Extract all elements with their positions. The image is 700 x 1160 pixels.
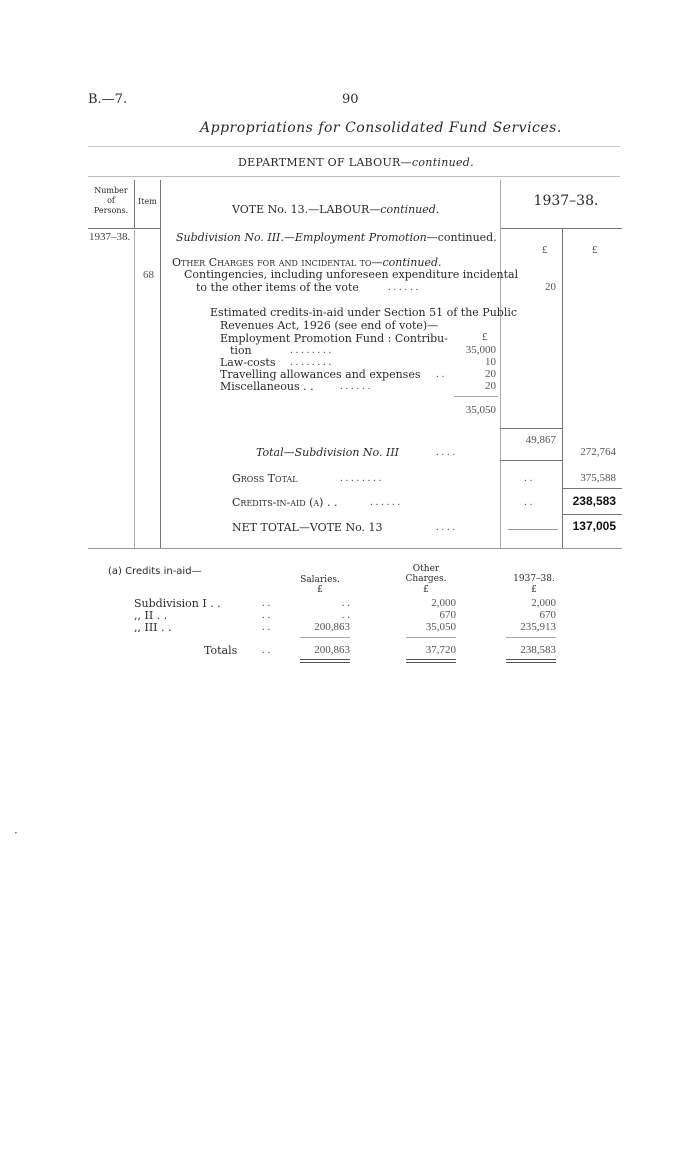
footnote-sum-rule-salaries xyxy=(300,637,350,638)
footnote-heading: (a) Credits in-aid— xyxy=(108,566,202,577)
vote-title-continued: continued. xyxy=(380,203,440,216)
year-header: 1937–38. xyxy=(533,193,599,209)
total-sub-col1: 49,867 xyxy=(525,434,556,446)
footnote-col-other-line1: Other xyxy=(412,564,440,574)
footnote-row-2-year: 670 xyxy=(539,609,556,621)
number-header-line3: Persons. xyxy=(93,206,129,215)
footnote-row-2-salaries: . . xyxy=(341,609,350,621)
other-charges-continued: continued. xyxy=(382,256,442,269)
credits-line1: Estimated credits-in-aid under Section 51 of the Public xyxy=(210,306,518,319)
credit-employment-line2: tion xyxy=(230,344,252,357)
footnote-row-3-salaries: 200,863 xyxy=(314,621,350,633)
credit-miscellaneous-label: Miscellaneous . . xyxy=(220,380,314,393)
footnote-row-1-label: Subdivision I . . xyxy=(134,597,221,610)
gross-total-value: 375,588 xyxy=(580,472,616,484)
pound-sign-col1: £ xyxy=(542,244,548,256)
credits-in-aid-value: 238,583 xyxy=(572,494,616,508)
page-title: Appropriations for Consolidated Fund Services. xyxy=(200,120,562,136)
department-continued: continued. xyxy=(411,156,474,169)
gross-total-col1: . . xyxy=(524,472,533,484)
department-heading xyxy=(238,156,474,169)
credit-travelling-value: 20 xyxy=(485,368,496,380)
footnote-row-3-year: 235,913 xyxy=(520,621,556,633)
col-rule-persons xyxy=(134,230,135,548)
gross-total-rule xyxy=(562,488,622,489)
vote-title-text: VOTE No. 13.—LABOUR— xyxy=(232,203,381,216)
total-subdivision-label: Total—Subdivision No. III xyxy=(256,446,400,459)
credit-law-costs-value: 10 xyxy=(485,356,496,368)
footnote-col-other xyxy=(396,564,456,584)
department-rule xyxy=(88,176,620,177)
footnote-col-other-line2: Charges. xyxy=(405,574,447,584)
header-rule-left xyxy=(88,228,160,229)
gross-total-label: Gross Total xyxy=(232,472,298,485)
subdivision-continued: continued. xyxy=(437,231,497,244)
footnote-row-3-other: 35,050 xyxy=(425,621,456,633)
department-name: DEPARTMENT OF LABOUR— xyxy=(238,156,412,169)
col-rule-description xyxy=(500,180,501,548)
header-rule-right xyxy=(500,228,622,229)
credit-law-costs-dots: . . . . . . . . xyxy=(290,356,332,368)
gross-total-dots: . . . . . . . . xyxy=(340,472,382,484)
pound-sign-col2: £ xyxy=(592,244,598,256)
item-number: 68 xyxy=(143,269,154,281)
footnote-row-1-salaries: . . xyxy=(341,597,350,609)
credits-total: 35,050 xyxy=(465,404,496,416)
footnote-row-1-other: 2,000 xyxy=(431,597,456,609)
footnote-col-salaries: Salaries. xyxy=(300,575,340,585)
footnote-double-rule-year xyxy=(506,659,556,663)
credits-sum-rule xyxy=(454,396,498,397)
credit-travelling-label: Travelling allowances and expenses xyxy=(220,368,421,381)
col-rule-persons-head xyxy=(134,180,135,228)
credits-in-aid-dots: . . . . . . xyxy=(370,496,401,508)
footnote-row-3-dots: . . xyxy=(262,621,271,633)
credit-miscellaneous-dots: . . . . . . xyxy=(340,380,371,392)
document-reference: B.—7. xyxy=(88,92,128,107)
net-total-label: NET TOTAL—VOTE No. 13 xyxy=(232,521,383,534)
footnote-sum-rule-year xyxy=(506,637,556,638)
footnote-sum-rule-other xyxy=(406,637,456,638)
number-header-line1: Number xyxy=(94,186,128,195)
other-charges-text: Other Charges for and incidental to— xyxy=(172,256,383,269)
subdivision-title-text: Subdivision No. III.—Employment Promotion— xyxy=(176,231,438,244)
credits-in-aid-rule xyxy=(562,514,622,515)
footnote-row-2-dots: . . xyxy=(262,609,271,621)
credit-employment-line1: Employment Promotion Fund : Contribu- xyxy=(220,332,448,345)
contingencies-line1: Contingencies, including unforeseen expenditure incidental xyxy=(184,268,519,281)
net-total-dash xyxy=(508,529,558,530)
contingencies-value: 20 xyxy=(545,281,556,293)
credits-in-aid-col1: . . xyxy=(524,496,533,508)
credit-miscellaneous-value: 20 xyxy=(485,380,496,392)
credits-in-aid-label: Credits-in-aid (a) . . xyxy=(232,496,338,509)
credits-line2: Revenues Act, 1926 (see end of vote)— xyxy=(220,319,439,332)
contingencies-line2: to the other items of the vote xyxy=(196,281,359,294)
footnote-double-rule-salaries xyxy=(300,659,350,663)
item-header: Item xyxy=(138,197,157,206)
footnote-pound-year: £ xyxy=(531,585,537,595)
footnote-row-1-dots: . . xyxy=(262,597,271,609)
footnote-pound-other: £ xyxy=(423,585,429,595)
net-total-dots: . . . . xyxy=(436,521,456,533)
vote-title xyxy=(232,203,439,216)
total-subdivision-value: 272,764 xyxy=(580,446,616,458)
title-rule xyxy=(88,146,620,147)
subdivision-title xyxy=(176,231,497,244)
footnote-row-1-year: 2,000 xyxy=(531,597,556,609)
margin-mark: · xyxy=(14,826,18,840)
persons-year: 1937–38. xyxy=(89,231,131,243)
footnote-row-2-label: ,, II . . xyxy=(134,609,168,622)
credits-pound-sign: £ xyxy=(482,331,488,343)
footnote-double-rule-other xyxy=(406,659,456,663)
number-header-line2: of xyxy=(107,196,115,205)
credit-employment-dots: . . . . . . . . xyxy=(290,344,332,356)
table-bottom-rule xyxy=(88,548,622,549)
footnote-col-year: 1937–38. xyxy=(513,574,555,584)
total-subdivision-dots: . . . . xyxy=(436,446,456,458)
contingencies-dots: . . . . . . xyxy=(388,281,419,293)
subtotal-rule-col1 xyxy=(500,428,562,429)
footnote-totals-dots: . . xyxy=(262,644,271,656)
col-rule-item xyxy=(160,180,161,548)
footnote-totals-other: 37,720 xyxy=(425,644,456,656)
footnote-totals-label: Totals xyxy=(204,644,238,657)
page-number: 90 xyxy=(342,92,359,107)
credit-employment-value: 35,000 xyxy=(465,344,496,356)
footnote-pound-salaries: £ xyxy=(317,585,323,595)
credit-travelling-dots: . . xyxy=(436,368,445,380)
credit-law-costs-label: Law-costs xyxy=(220,356,276,369)
subtotal-rule-col1-lower xyxy=(500,460,562,461)
footnote-totals-salaries: 200,863 xyxy=(314,644,350,656)
footnote-row-2-other: 670 xyxy=(439,609,456,621)
footnote-row-3-label: ,, III . . xyxy=(134,621,172,634)
number-of-persons-header xyxy=(88,186,134,216)
net-total-value: 137,005 xyxy=(572,519,616,533)
footnote-totals-year: 238,583 xyxy=(520,644,556,656)
